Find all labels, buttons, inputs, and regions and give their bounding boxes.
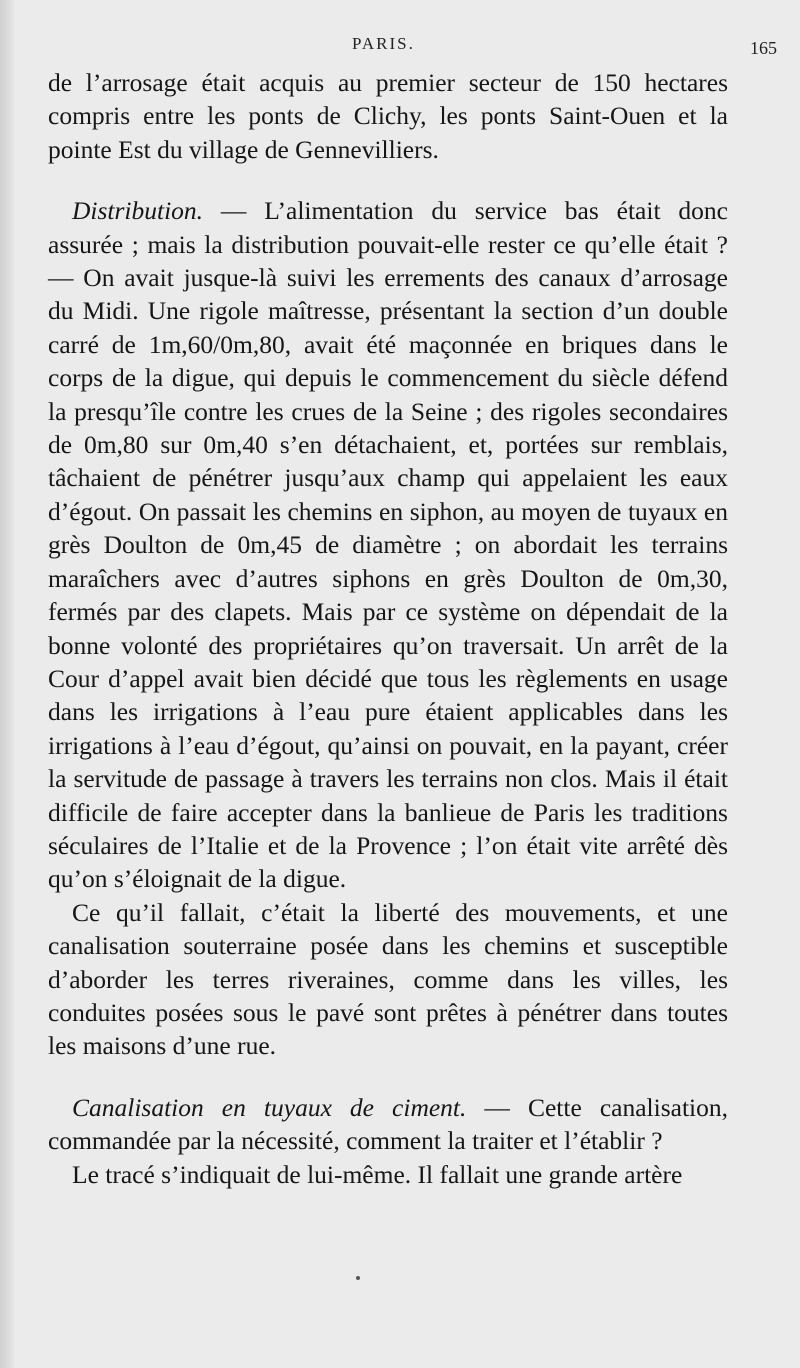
ink-spot bbox=[356, 1276, 360, 1280]
section-heading-canalisation: Canalisation en tuyaux de ciment. bbox=[72, 1092, 467, 1122]
running-head: PARIS. bbox=[352, 34, 415, 53]
paragraph-text: Le tracé s’indiquait de lui-même. Il fallait une grande artère bbox=[72, 1159, 683, 1189]
page-gutter-shadow bbox=[0, 0, 14, 1368]
paragraph-continuation bbox=[48, 66, 728, 166]
page-header bbox=[0, 30, 800, 64]
paragraph-distribution bbox=[48, 194, 728, 896]
page-number: 165 bbox=[750, 38, 777, 58]
paragraph-text: de l’arrosage était acquis au premier secteur de 150 hectares compris entre les ponts de Clichy, les ponts Saint-Ouen et la pointe Est du village de Gennevilliers. bbox=[48, 68, 728, 164]
paragraph-text: — Cette canalisation, commandée par la nécessité, comment la traiter et l’établir ? bbox=[48, 1092, 728, 1156]
paragraph-text: — L’alimentation du service bas était donc assurée ; mais la distribution pouvait-elle rester ce qu’elle était ? — On avait jusque-là suivi les errements des canaux d’arrosage du Midi. Une rigole maîtresse, présentant la section d’un double carré de 1m,60/0m,80, avait été maçonnée en briques dans le corps de la digue, qui depuis le commencement du siècle défend la presqu’île contre les crues de la Seine ; des rigoles secondaires de 0m,80 sur 0m,40 s’en détachaient, et, portées sur remblais, tâchaient de pénétrer jusqu’aux champ qui appelaient les eaux d’égout. On passait les chemins en siphon, au moyen de tuyaux en grès Doulton de 0m,45 de diamètre ; on abordait les terrains maraîchers avec d’autres siphons en grès Doulton de 0m,30, fermés par des clapets. Mais par ce système on dépendait de la bonne volonté des propriétaires qu’on traversait. Un arrêt de la Cour d’appel avait bien décidé que tous les règlements en usage dans les irrigations à l’eau pure étaient applicables dans les irrigations à l’eau d’égout, qu’ainsi on pouvait, en la payant, créer la servitude de passage à travers les terrains non clos. Mais il était difficile de faire accepter dans la banlieue de Paris les traditions séculaires de l’Italie et de la Provence ; l’on était vite arrêté dès qu’on s’éloignait de la digue. bbox=[48, 196, 728, 894]
paragraph-liberte bbox=[48, 896, 728, 1063]
body-text bbox=[48, 66, 728, 1191]
section-heading-distribution: Distribution. bbox=[72, 196, 204, 226]
paragraph-trace bbox=[48, 1158, 728, 1191]
paragraph-text: Ce qu’il fallait, c’était la liberté des mouvements, et une canalisation souterraine posée dans les chemins et susceptible d’aborder les terres riveraines, comme dans les villes, les conduites posées sous le pavé sont prêtes à pénétrer dans toutes les maisons d’une rue. bbox=[48, 897, 728, 1061]
paragraph-canalisation bbox=[48, 1091, 728, 1158]
